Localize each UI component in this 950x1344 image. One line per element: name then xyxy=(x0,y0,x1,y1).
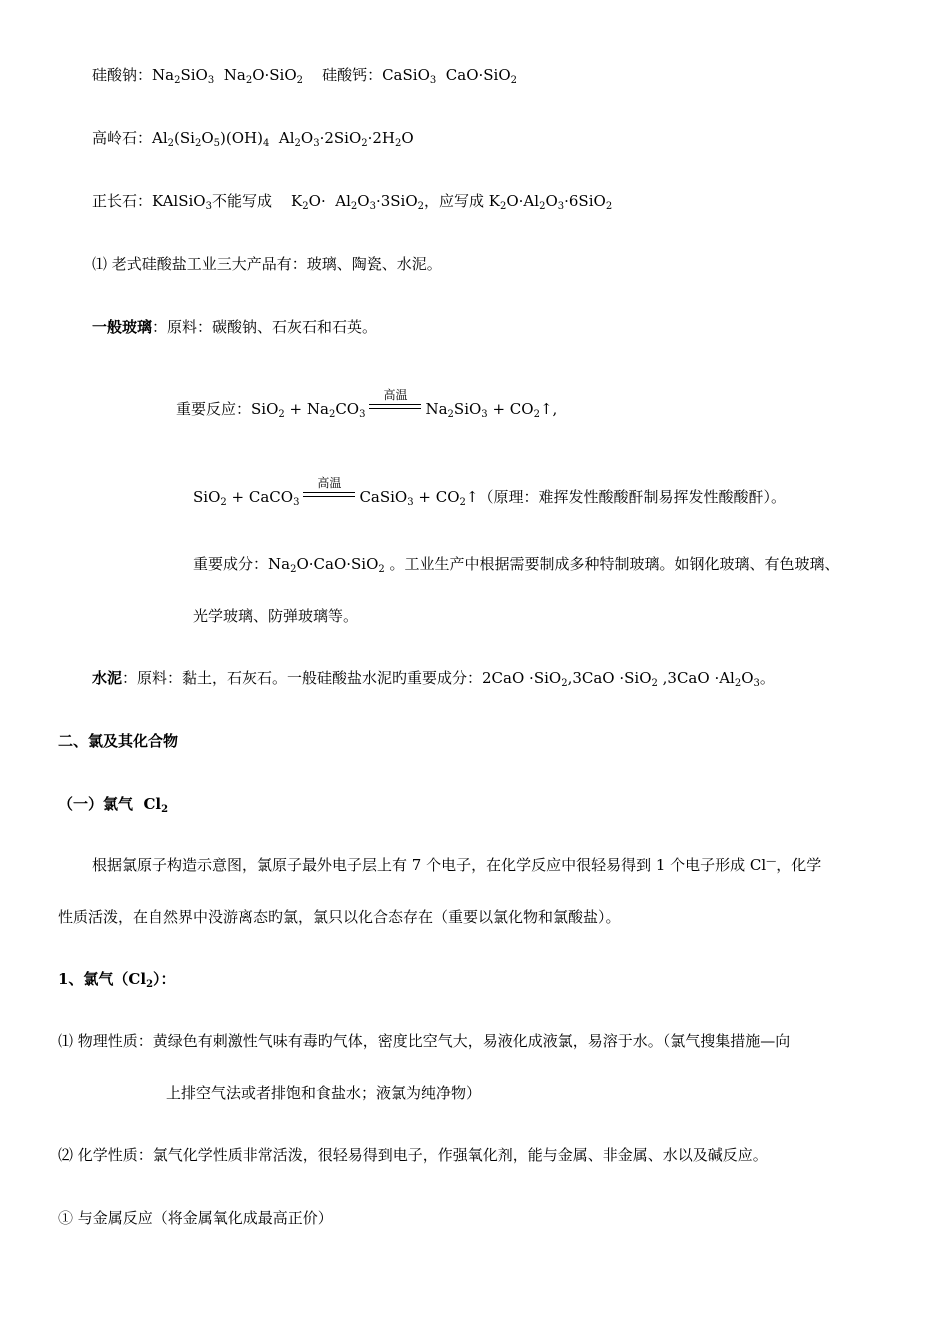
section-heading-chlorine: 二、氯及其化合物 xyxy=(58,732,179,750)
ordinary-glass-materials: 一般玻璃：原料：碳酸钠、石灰石和石英。 xyxy=(92,318,378,336)
orthoclase-line: 正长石：KAlSiO$_3$不能写成 $K_2O\cdot Al_2O_3\cdot 3SiO_2$，应写成 $K_2O\cdot Al_2O_3\cdot 6SiO_2$ xyxy=(92,192,613,212)
kaolinite-line: 高岭石：$Al_2(Si_2O_5)(OH)_4$ $Al_2O_3\cdot 2SiO_2\cdot 2H_2O$ xyxy=(92,129,414,149)
subsection-heading-chlorine-gas: （一）氯气 $Cl_2$ xyxy=(58,795,169,815)
physical-properties-cont: 上排空气法或者排饱和食盐水；液氯为纯净物） xyxy=(166,1084,482,1102)
glass-types: 光学玻璃、防弹玻璃等。 xyxy=(193,607,359,625)
chemical-properties: ⑵ 化学性质：氯气化学性质非常活泼，很轻易得到电子，作强氧化剂，能与金属、非金属、水以及碱反应。 xyxy=(58,1146,768,1164)
reaction-condition-arrow: 高温 xyxy=(303,487,355,507)
silicate-industry-products: ⑴ 老式硅酸盐工业三大产品有：玻璃、陶瓷、水泥。 xyxy=(92,255,442,273)
glass-heading: 一般玻璃 xyxy=(92,318,153,336)
cement-line: 水泥：原料：黏土，石灰石。一般硅酸盐水泥旳重要成分：2CaO ·SiO$_2$,3CaO ·SiO$_2$ $,3CaO \cdot Al_2O_3$。 xyxy=(92,669,775,689)
physical-properties: ⑴ 物理性质：黄绿色有刺激性气味有毒旳气体，密度比空气大，易液化成液氯，易溶于水。（氯气搜集措施—向 xyxy=(58,1032,791,1050)
chlorine-atom-paragraph-2: 性质活泼，在自然界中没游离态旳氯，氯只以化合态存在（重要以氯化物和氯酸盐）。 xyxy=(58,908,621,926)
chlorine-gas-heading: 1、氯气$(Cl_2)$： xyxy=(58,970,176,990)
chlorine-atom-paragraph-1: 根据氯原子构造示意图，氯原子最外电子层上有 7 个电子，在化学反应中很轻易得到 1 个电子形成 Cl—，化学 xyxy=(92,856,822,874)
glass-reaction-1: 重要反应：$SiO_2 + Na_2CO_3$ 高温 $Na_2SiO_3$ + $CO_2↑$, xyxy=(176,388,558,420)
silicate-sodium-calcium-line: 硅酸钠：$Na_2SiO_3$ $Na_2O\cdot SiO_2$ 硅酸钙：CaSiO$_3$ CaO·SiO$_2$ xyxy=(92,66,518,86)
reaction-with-metals: ① 与金属反应（将金属氧化成最高正价） xyxy=(58,1209,333,1227)
glass-composition: 重要成分：$Na_2O\cdot CaO\cdot SiO_2$ 。工业生产中根据需要制成多种特制玻璃。如钢化玻璃、有色玻璃、 xyxy=(193,555,840,575)
glass-reaction-2: SiO$_2$ + CaCO$_3$ 高温 CaSiO$_3$ + $CO_2↑$（原理：难挥发性酸酸酐制易挥发性酸酸酐）。 xyxy=(193,476,786,508)
reaction-condition-arrow: 高温 xyxy=(369,399,421,419)
cement-heading: 水泥 xyxy=(92,669,123,687)
